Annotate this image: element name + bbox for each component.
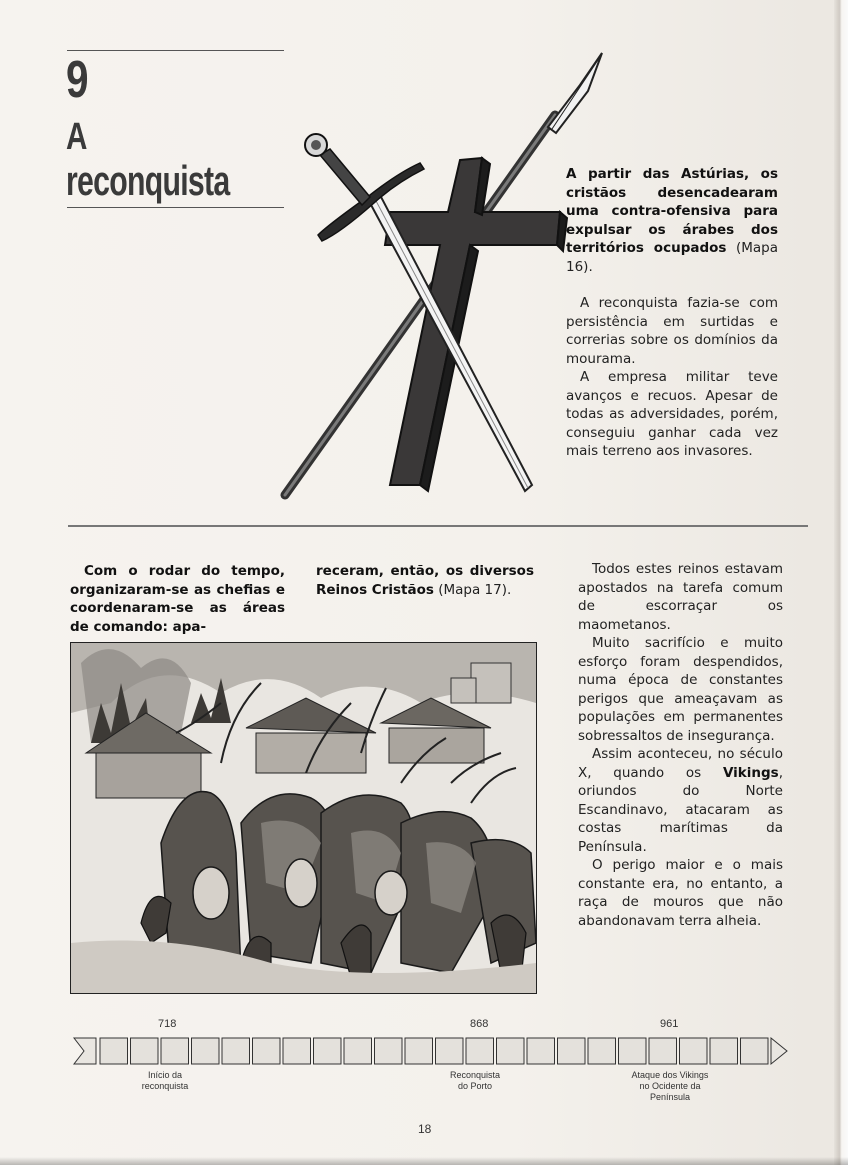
column-3-paragraph-2: Muito sacrifício e muito esforço foram despendidos, numa época de constantes perigos que ameaçavam as populações em permanentes sobressaltos de insegurança.: [578, 635, 783, 744]
timeline-segment: [192, 1038, 220, 1064]
timeline-segment: [741, 1038, 769, 1064]
timeline-segment: [619, 1038, 647, 1064]
timeline-year-961: 961: [660, 1018, 679, 1030]
column-2-bold: receram, então, os diversos Reinos Cristãos: [316, 563, 534, 598]
sword-spear-cross-illustration: [270, 45, 615, 505]
column-3-paragraph-4: O perigo maior e o mais constante era, no entanto, a raça de mouros que não abandonavam terra alheia.: [578, 857, 783, 929]
intro-paragraph-3: A empresa militar teve avanços e recuos. Apesar de todas as adversidades, porém, conseguiu ganhar cada vez mais terreno aos invasores.: [566, 369, 778, 459]
column-3-p3-start: Assim aconteceu, no século X, quando os: [578, 746, 783, 781]
timeline-segment: [649, 1038, 677, 1064]
chapter-number: 9: [66, 51, 88, 109]
timeline-segment: [710, 1038, 738, 1064]
section-divider: [68, 525, 808, 527]
chapter-title-line1: A: [66, 116, 87, 158]
timeline-segment: [405, 1038, 433, 1064]
timeline-segment: [131, 1038, 159, 1064]
vikings-term: Vikings: [722, 764, 779, 781]
timeline-segment: [100, 1038, 128, 1064]
timeline-segment: [588, 1038, 616, 1064]
timeline-segment: [253, 1038, 281, 1064]
timeline-bar: [70, 1034, 790, 1068]
page-edge: [834, 0, 848, 1165]
page-bottom-shadow: [0, 1157, 848, 1165]
timeline-tail: [74, 1038, 96, 1064]
timeline-segment: [222, 1038, 250, 1064]
timeline-event-2: Reconquista do Porto: [449, 1070, 501, 1091]
timeline-segment: [558, 1038, 586, 1064]
column-3-paragraph-1: Todos estes reinos estavam apostados na tarefa comum de escorraçar os maometanos.: [578, 561, 783, 633]
timeline-segment: [314, 1038, 342, 1064]
heading-top-rule: [67, 50, 284, 51]
column-3-p3-end: , oriundos do Norte Escandinavo, atacaram as costas marítimas da Península.: [578, 764, 783, 855]
timeline-segment: [344, 1038, 372, 1064]
column-1-bold: Com o rodar do tempo, organizaram-se as chefias e coordenaram-se as áreas de comando: apa-: [70, 563, 285, 635]
column-3-paragraph-3: [578, 745, 783, 856]
intro-bold-lead: A partir das Astúrias, os cristãos desencadearam uma contra-ofensiva para expulsar os árabes dos territórios ocupados: [566, 166, 778, 256]
intro-text: [566, 165, 778, 461]
column-1-text: [70, 562, 285, 636]
timeline-segment: [283, 1038, 311, 1064]
battle-illustration: [70, 642, 537, 994]
column-2-map-ref: (Mapa 17).: [433, 581, 512, 598]
timeline-year-868: 868: [470, 1018, 489, 1030]
timeline-segment: [466, 1038, 494, 1064]
column-2-text: [316, 562, 534, 599]
intro-map-ref: (Mapa 16).: [566, 240, 778, 275]
timeline-segment: [161, 1038, 189, 1064]
timeline-segment: [527, 1038, 555, 1064]
timeline-segment: [436, 1038, 464, 1064]
timeline-segment: [497, 1038, 525, 1064]
timeline-event-1: Início da reconquista: [141, 1070, 189, 1091]
page-number: 18: [418, 1122, 432, 1136]
timeline-arrow-head: [771, 1038, 787, 1064]
timeline-event-3: Ataque dos Vikings no Ocidente da Península: [631, 1070, 709, 1102]
column-3-text: [578, 560, 783, 930]
timeline-year-718: 718: [158, 1018, 177, 1030]
heading-bottom-rule: [67, 207, 284, 208]
timeline: [70, 1012, 790, 1112]
timeline-segment: [375, 1038, 403, 1064]
timeline-segment: [680, 1038, 708, 1064]
chapter-title-line2: reconquista: [66, 157, 230, 204]
intro-paragraph-2: A reconquista fazia-se com persistência em surtidas e correrias sobre os domínios da mourama.: [566, 295, 778, 367]
